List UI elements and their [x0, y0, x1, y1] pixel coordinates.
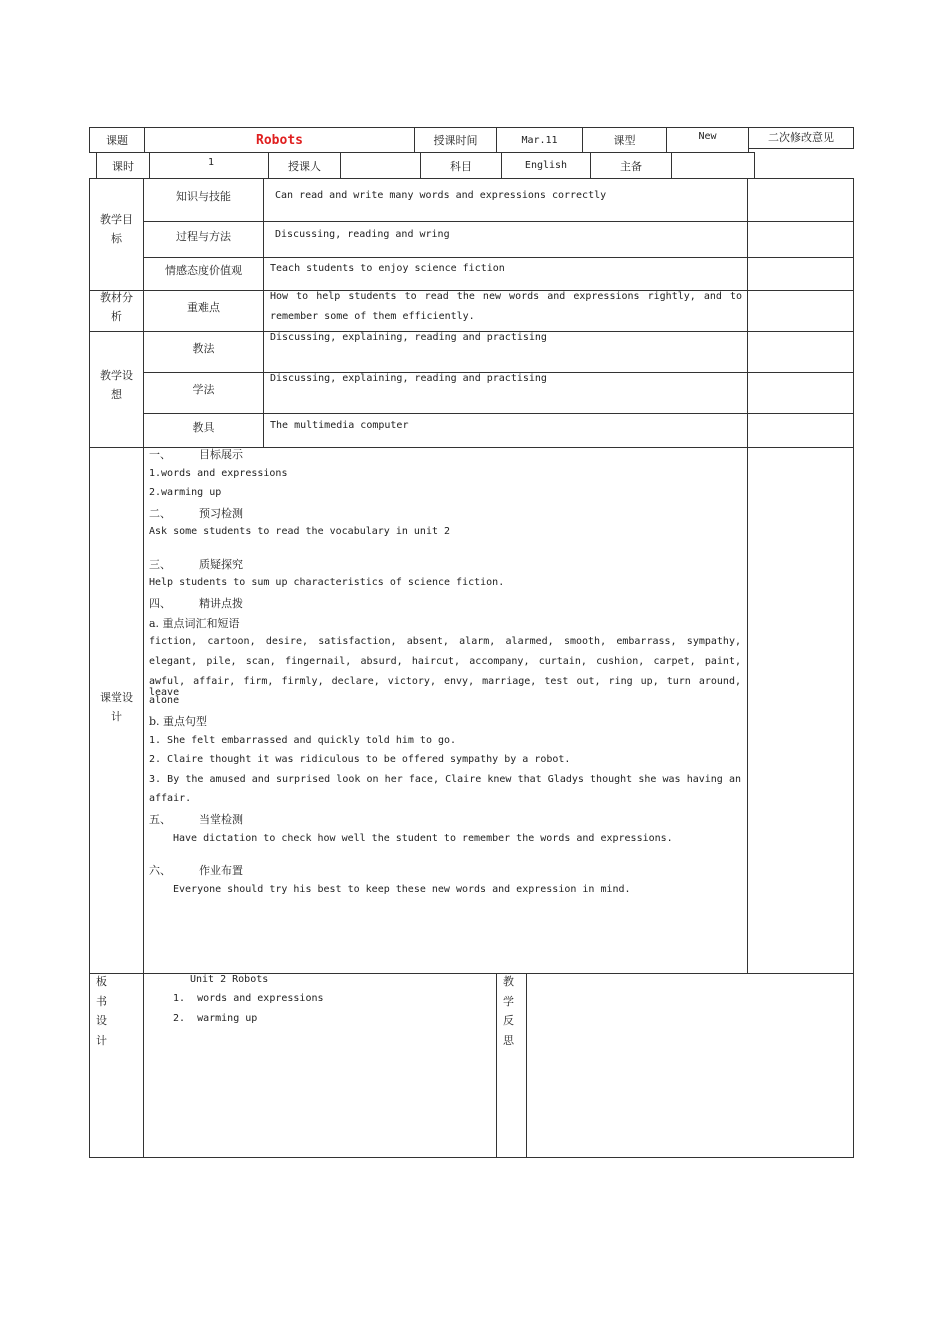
type-label-cell	[582, 127, 667, 153]
section-2-title: 预习检测	[199, 507, 243, 520]
vocab-line-3: awful, affair, firm, firmly, declare, victory, envy, marriage, test out, ring up, turn around, leave	[149, 676, 741, 698]
section-2-text: Ask some students to read the vocabulary in unit 2	[149, 526, 451, 537]
topic-value-cell	[144, 127, 415, 153]
design-value-learning: Discussing, explaining, reading and practising	[270, 373, 547, 384]
type-value: New	[698, 131, 717, 142]
teacher-label-cell	[268, 152, 341, 179]
analysis-label-line2: 析	[111, 310, 122, 323]
subject-label-cell	[420, 152, 502, 179]
section-1-title: 目标展示	[199, 448, 243, 461]
classroom-section-label	[90, 688, 143, 726]
design-label-teaching: 教法	[192, 342, 215, 355]
type-value-cell	[666, 127, 749, 153]
subject-value-cell	[501, 152, 591, 179]
analysis-row-label: 重难点	[187, 301, 220, 314]
col-line-reflection	[526, 973, 527, 1158]
section-heading-1	[149, 446, 243, 462]
reflection-label-char: 思	[503, 1033, 514, 1047]
section-heading-4	[149, 595, 243, 611]
time-value-cell	[496, 127, 583, 153]
board-label-char: 书	[96, 994, 107, 1008]
main-table	[89, 178, 854, 1158]
section-1-item-1: 1.words and expressions	[149, 468, 288, 479]
sentence-3-line-1: 3. By the amused and surprised look on her face, Claire knew that Gladys thought she was having an	[149, 774, 741, 785]
reflection-label-char: 教	[503, 975, 514, 988]
row-line	[143, 413, 854, 414]
row-line	[143, 221, 854, 222]
design-value-tools: The multimedia computer	[270, 420, 409, 431]
objective-value-attitude: Teach students to enjoy science fiction	[270, 263, 505, 274]
board-item-1: 1. words and expressions	[173, 993, 324, 1004]
section-5-text: Have dictation to check how well the student to remember the words and expressions.	[173, 833, 673, 844]
topic-label: 课题	[106, 134, 128, 147]
col-line-revision	[747, 178, 748, 974]
period-value-cell	[149, 152, 269, 179]
section-6-text: Everyone should try his best to keep these new words and expression in mind.	[173, 884, 631, 895]
prep-label-cell	[590, 152, 672, 179]
objectives-label-line2: 标	[111, 232, 122, 245]
sentence-heading: b. 重点句型	[149, 715, 208, 728]
period-label-cell	[96, 152, 150, 179]
objectives-section-label	[90, 210, 143, 248]
design-section-label	[90, 366, 143, 404]
time-value: Mar.11	[521, 134, 558, 146]
board-section-label	[96, 972, 110, 1050]
board-label-char: 设	[96, 1014, 107, 1027]
subject-label: 科目	[450, 159, 472, 173]
vocab-heading: a. 重点词汇和短语	[149, 617, 240, 630]
col-line-left	[143, 178, 144, 1158]
teacher-value-cell	[340, 152, 421, 179]
section-1-item-2: 2.warming up	[149, 487, 222, 498]
reflection-label-char: 反	[503, 1014, 514, 1027]
teacher-label: 授课人	[288, 159, 321, 173]
section-6-title: 作业布置	[199, 864, 243, 877]
reflection-section-label	[503, 972, 517, 1050]
section-5-number: 五、	[149, 813, 171, 826]
vocab-line-2: elegant, pile, scan, fingernail, absurd, haircut, accompany, curtain, cushion, carpet, paint,	[149, 656, 741, 667]
subject-value: English	[524, 160, 568, 171]
section-heading-6	[149, 862, 243, 878]
objective-label-process: 过程与方法	[176, 230, 231, 243]
analysis-section-label	[90, 288, 143, 326]
reflection-label-char: 学	[503, 994, 514, 1008]
analysis-value-line2: remember some of them efficiently.	[270, 311, 475, 322]
prep-label: 主备	[620, 159, 642, 173]
prep-value-cell	[671, 152, 755, 179]
analysis-value-line1: How to help students to read the new words and expressions rightly, and to	[270, 291, 742, 302]
section-heading-3	[149, 556, 243, 572]
revision-label-cell	[748, 127, 854, 149]
board-label-char: 计	[96, 1033, 107, 1047]
section-1-number: 一、	[149, 448, 171, 461]
classroom-label-line2: 计	[111, 710, 122, 723]
section-heading-5	[149, 811, 243, 827]
classroom-label-line1: 课堂设	[100, 691, 133, 704]
design-label-tools: 教具	[192, 421, 215, 434]
col-line-board-right	[496, 973, 497, 1158]
section-heading-2	[149, 505, 243, 521]
objective-label-attitude: 情感态度价值观	[165, 264, 242, 277]
design-label-learning: 学法	[192, 383, 215, 396]
section-3-number: 三、	[149, 558, 171, 571]
section-4-number: 四、	[149, 597, 171, 610]
sentence-1: 1. She felt embarrassed and quickly told him to go.	[149, 735, 457, 746]
vocab-line-4: alone	[149, 695, 180, 706]
lesson-title: Robots	[256, 132, 303, 148]
vocab-line-1: fiction, cartoon, desire, satisfaction, absent, alarm, alarmed, smooth, embarrass, sympathy,	[149, 636, 741, 647]
sentence-3-line-2: affair.	[149, 793, 192, 804]
section-2-number: 二、	[149, 507, 171, 520]
col-line-middle	[263, 178, 264, 447]
board-label-char: 板	[96, 975, 107, 988]
revision-label: 二次修改意见	[768, 131, 834, 144]
board-title: Unit 2 Robots	[190, 974, 269, 985]
objective-value-knowledge: Can read and write many words and expressions correctly	[275, 190, 607, 201]
period-label: 课时	[112, 159, 134, 173]
row-line	[143, 257, 854, 258]
period-value: 1	[208, 157, 215, 168]
topic-label-cell	[89, 127, 145, 153]
objective-label-knowledge: 知识与技能	[176, 190, 231, 203]
section-3-title: 质疑探究	[199, 558, 243, 571]
design-value-teaching: Discussing, explaining, reading and practising	[270, 332, 547, 343]
design-label-line2: 想	[111, 388, 122, 401]
section-4-title: 精讲点拨	[199, 597, 243, 610]
section-3-text: Help students to sum up characteristics of science fiction.	[149, 577, 505, 588]
sentence-2: 2. Claire thought it was ridiculous to be offered sympathy by a robot.	[149, 754, 571, 765]
type-label: 课型	[613, 134, 636, 147]
design-label-line1: 教学设	[100, 369, 133, 382]
objectives-label-line1: 教学目	[100, 213, 133, 226]
section-5-title: 当堂检测	[199, 813, 243, 826]
time-label: 授课时间	[433, 134, 478, 147]
board-item-2: 2. warming up	[173, 1013, 258, 1024]
objective-value-process: Discussing, reading and wring	[275, 229, 450, 240]
time-label-cell	[414, 127, 497, 153]
section-6-number: 六、	[149, 864, 171, 877]
analysis-label-line1: 教材分	[100, 291, 133, 304]
